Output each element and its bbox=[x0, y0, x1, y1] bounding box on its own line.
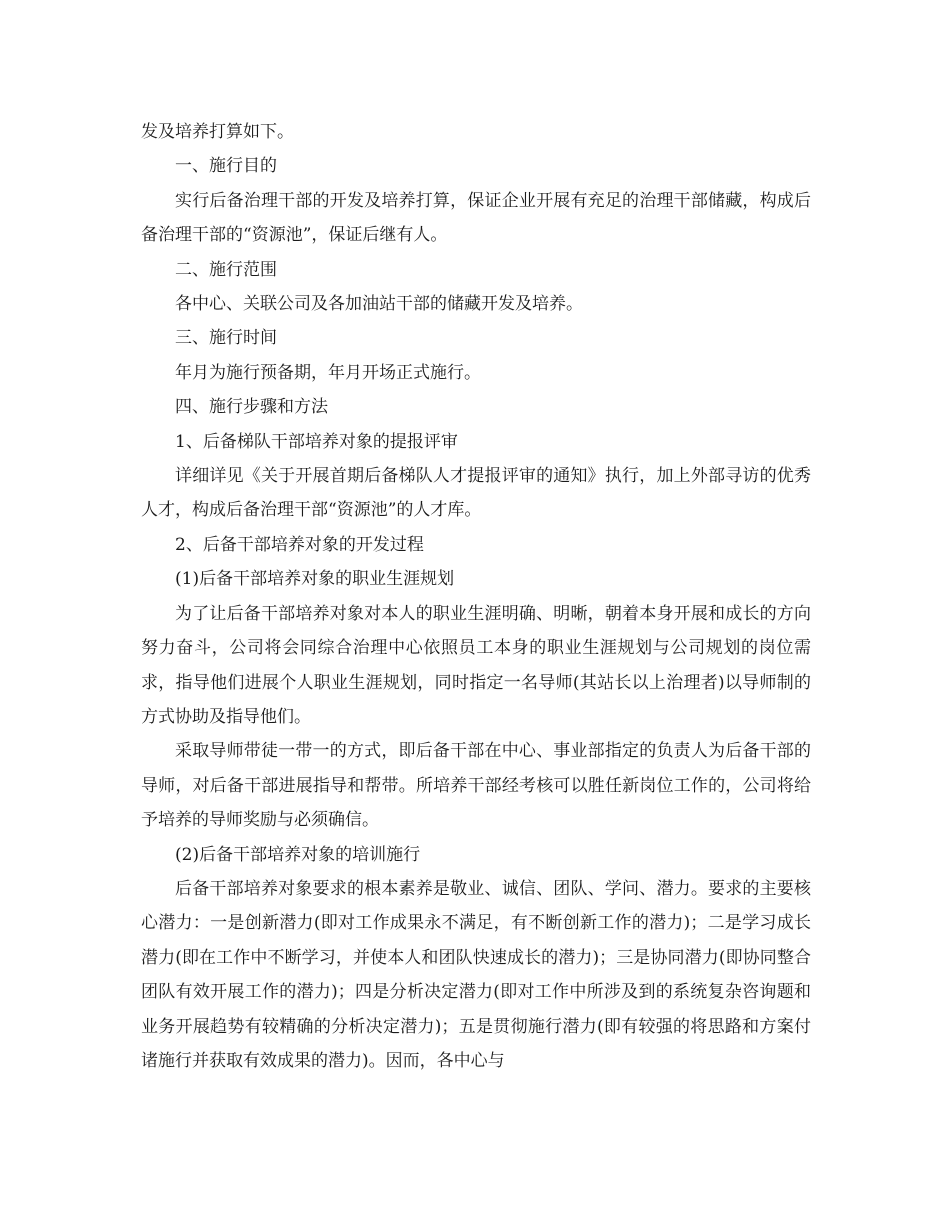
paragraph: 实行后备治理干部的开发及培养打算，保证企业开展有充足的治理干部储藏，构成后备治理干部的“资源池”，保证后继有人。 bbox=[141, 190, 811, 246]
paragraph: 三、施行时间 bbox=[175, 328, 277, 349]
paragraph: 各中心、关联公司及各加油站干部的储藏开发及培养。 bbox=[175, 294, 583, 315]
paragraph: 发及培养打算如下。 bbox=[141, 122, 294, 142]
paragraph: 采取导师带徒一带一的方式，即后备干部在中心、事业部指定的负责人为后备干部的导师，对后备干部进展指导和帮带。所培养干部经考核可以胜任新岗位工作的，公司将给予培养的导师奖励与必须确信。 bbox=[141, 741, 811, 831]
paragraph: 一、施行目的 bbox=[175, 156, 277, 177]
document-body bbox=[141, 115, 811, 1078]
paragraph: 1、后备梯队干部培养对象的提报评审 bbox=[175, 431, 458, 452]
paragraph: 2、后备干部培养对象的开发过程 bbox=[175, 534, 424, 555]
paragraph: 四、施行步骤和方法 bbox=[175, 397, 328, 418]
paragraph: 为了让后备干部培养对象对本人的职业生涯明确、明晰，朝着本身开展和成长的方向努力奋斗，公司将会同综合治理中心依照员工本身的职业生涯规划与公司规划的岗位需求，指导他们进展个人职业生涯规划，同时指定一名导师(其站长以上治理者)以导师制的方式协助及指导他们。 bbox=[141, 603, 811, 727]
paragraph: (1)后备干部培养对象的职业生涯规划 bbox=[175, 569, 455, 590]
paragraph: 详细详见《关于开展首期后备梯队人才提报评审的通知》执行，加上外部寻访的优秀人才，构成后备治理干部“资源池”的人才库。 bbox=[141, 466, 811, 521]
paragraph: (2)后备干部培养对象的培训施行 bbox=[175, 844, 421, 865]
paragraph: 后备干部培养对象要求的根本素养是敬业、诚信、团队、学问、潜力。要求的主要核心潜力：一是创新潜力(即对工作成果永不满足，有不断创新工作的潜力)；二是学习成长潜力(即在工作中不断学习，并使本人和团队快速成长的潜力)；三是协同潜力(即协同整合团队有效开展工作的潜力)；四是分析决定潜力(即对工作中所涉及到的系统复杂咨询题和业务开展趋势有较精确的分析决定潜力)；五是贯彻施行潜力(即有较强的将思路和方案付诸施行并获取有效成果的潜力)。因而，各中心与 bbox=[141, 878, 811, 1071]
paragraph: 年月为施行预备期，年月开场正式施行。 bbox=[175, 362, 481, 383]
paragraph: 二、施行范围 bbox=[175, 259, 277, 280]
